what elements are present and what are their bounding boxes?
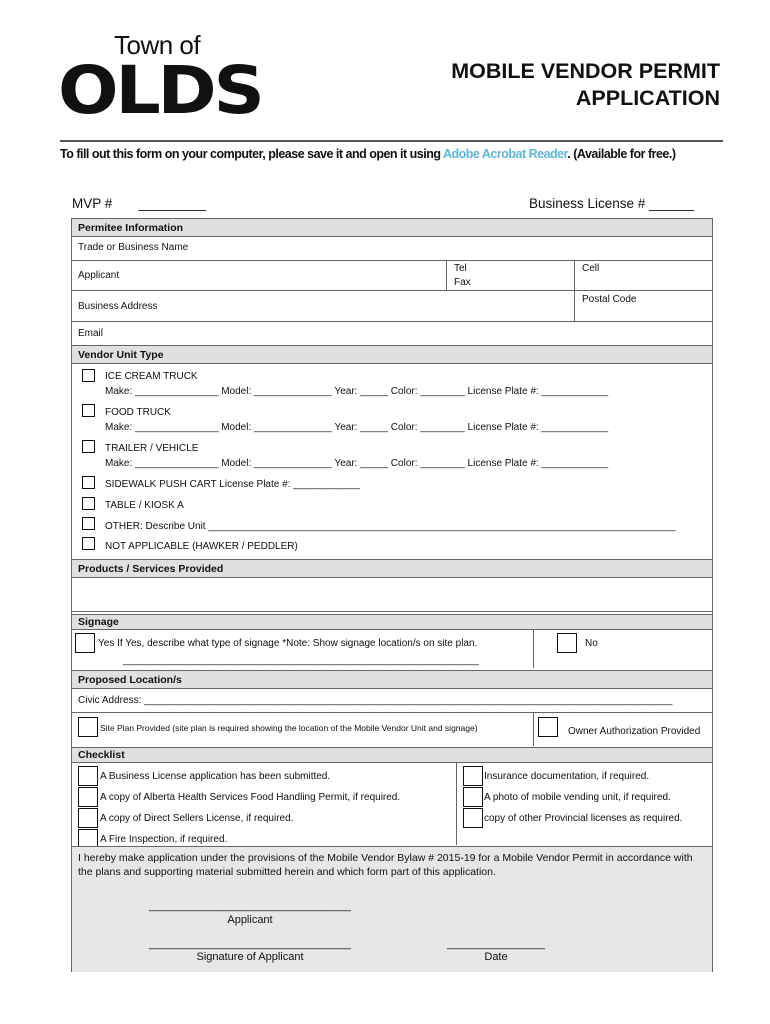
acrobat-link[interactable]: Adobe Acrobat Reader (443, 147, 568, 161)
signage-yes-label: Yes If Yes, describe what type of signage *Note: Show signage location/s on site plan. (98, 638, 478, 649)
date-line[interactable]: ________________ (447, 938, 545, 950)
trailer-details[interactable]: Make: _______________ Model: ______________ Year: _____ Color: ________ License Plate #: ____________ (105, 458, 609, 469)
checklist-item-direct-sellers: A copy of Direct Sellers License, if required. (100, 813, 294, 824)
food-truck-label: FOOD TRUCK (105, 407, 171, 418)
checklist-business-license-checkbox[interactable] (78, 766, 98, 786)
declaration-text: I hereby make application under the provisions of the Mobile Vendor Bylaw # 2015-19 for a Mobile Vendor Permit in accordance with the plans and supporting material submitted herein and which form part of this application. (78, 852, 693, 878)
signature-line[interactable]: _________________________________ (149, 938, 351, 950)
owner-auth-label: Owner Authorization Provided (568, 726, 701, 737)
checklist-provincial-checkbox[interactable] (463, 808, 483, 828)
checklist-item-ahs-permit: A copy of Alberta Health Services Food Handling Permit, if required. (100, 792, 401, 803)
applicant-field[interactable]: Applicant (78, 270, 120, 281)
checklist-photo-checkbox[interactable] (463, 787, 483, 807)
postal-code-field[interactable]: Postal Code (582, 294, 637, 305)
trade-name-field[interactable]: Trade or Business Name (78, 242, 189, 253)
logo-town-text: Town of (114, 30, 201, 60)
table-kiosk-checkbox[interactable] (82, 497, 95, 510)
signage-yes-checkbox[interactable] (75, 633, 95, 653)
checklist-item-insurance: Insurance documentation, if required. (484, 771, 650, 782)
section-products: Products / Services Provided (72, 559, 712, 578)
checklist-insurance-checkbox[interactable] (463, 766, 483, 786)
header-divider (60, 140, 723, 142)
checklist-item-provincial: copy of other Provincial licenses as required. (484, 813, 683, 824)
title-line-2: APPLICATION (575, 86, 720, 110)
application-form (71, 218, 713, 972)
tel-field[interactable]: Tel (454, 263, 467, 274)
email-field[interactable]: Email (78, 328, 104, 339)
fill-note (60, 147, 676, 161)
ice-cream-details[interactable]: Make: _______________ Model: ______________ Year: _____ Color: ________ License Plate #: ____________ (105, 386, 609, 397)
ice-cream-label: ICE CREAM TRUCK (105, 371, 198, 382)
fill-note-prefix: To fill out this form on your computer, please save it and open it using (60, 147, 443, 161)
business-license-field[interactable]: Business License # ______ (529, 196, 695, 211)
civic-address-field[interactable]: Civic Address: _______________________________________________________________________________________________ (78, 695, 673, 706)
ice-cream-checkbox[interactable] (82, 369, 95, 382)
applicant-label: Applicant (227, 914, 273, 926)
form-title (451, 58, 720, 112)
title-line-1: MOBILE VENDOR PERMIT (451, 59, 720, 83)
signage-description-line[interactable]: ________________________________________________________________ (123, 655, 479, 666)
checklist-item-photo: A photo of mobile vending unit, if required. (484, 792, 671, 803)
signage-no-label: No (585, 638, 598, 649)
fax-field[interactable]: Fax (454, 277, 471, 288)
trailer-label: TRAILER / VEHICLE (105, 443, 199, 454)
applicant-signature-line[interactable]: _________________________________ (149, 900, 351, 912)
checklist-ahs-permit-checkbox[interactable] (78, 787, 98, 807)
table-kiosk-label: TABLE / KIOSK A (105, 500, 184, 511)
not-applicable-checkbox[interactable] (82, 537, 95, 550)
fill-note-suffix: . (Available for free.) (567, 147, 676, 161)
trailer-checkbox[interactable] (82, 440, 95, 453)
checklist-item-business-license: A Business License application has been submitted. (100, 771, 331, 782)
other-label[interactable]: OTHER: Describe Unit ____________________________________________________________________________________ (105, 521, 676, 532)
signature-label: Signature of Applicant (196, 951, 304, 963)
declaration-section (72, 846, 712, 972)
push-cart-checkbox[interactable] (82, 476, 95, 489)
section-signage: Signage (72, 614, 712, 630)
cell-field[interactable]: Cell (582, 263, 600, 274)
checklist-item-fire-inspection: A Fire Inspection, if required. (100, 834, 228, 845)
section-vendor-unit: Vendor Unit Type (72, 345, 712, 364)
site-plan-checkbox[interactable] (78, 717, 98, 737)
food-truck-checkbox[interactable] (82, 404, 95, 417)
business-address-field[interactable]: Business Address (78, 301, 158, 312)
signage-no-checkbox[interactable] (557, 633, 577, 653)
push-cart-label[interactable]: SIDEWALK PUSH CART License Plate #: ____________ (105, 479, 360, 490)
not-applicable-label: NOT APPLICABLE (HAWKER / PEDDLER) (105, 541, 298, 552)
section-checklist: Checklist (72, 747, 712, 763)
mvp-number-field[interactable]: MVP # _________ (72, 196, 207, 211)
other-checkbox[interactable] (82, 517, 95, 530)
checklist-direct-sellers-checkbox[interactable] (78, 808, 98, 828)
food-truck-details[interactable]: Make: _______________ Model: ______________ Year: _____ Color: ________ License Plate #: ____________ (105, 422, 609, 433)
site-plan-label: Site Plan Provided (site plan is required showing the location of the Mobile Vendor Unit and signage) (100, 723, 478, 733)
section-location: Proposed Location/s (72, 670, 712, 689)
section-permitee: Permitee Information (72, 218, 712, 237)
owner-auth-checkbox[interactable] (538, 717, 558, 737)
date-label: Date (484, 951, 508, 963)
logo-olds: OLDS (58, 52, 262, 129)
